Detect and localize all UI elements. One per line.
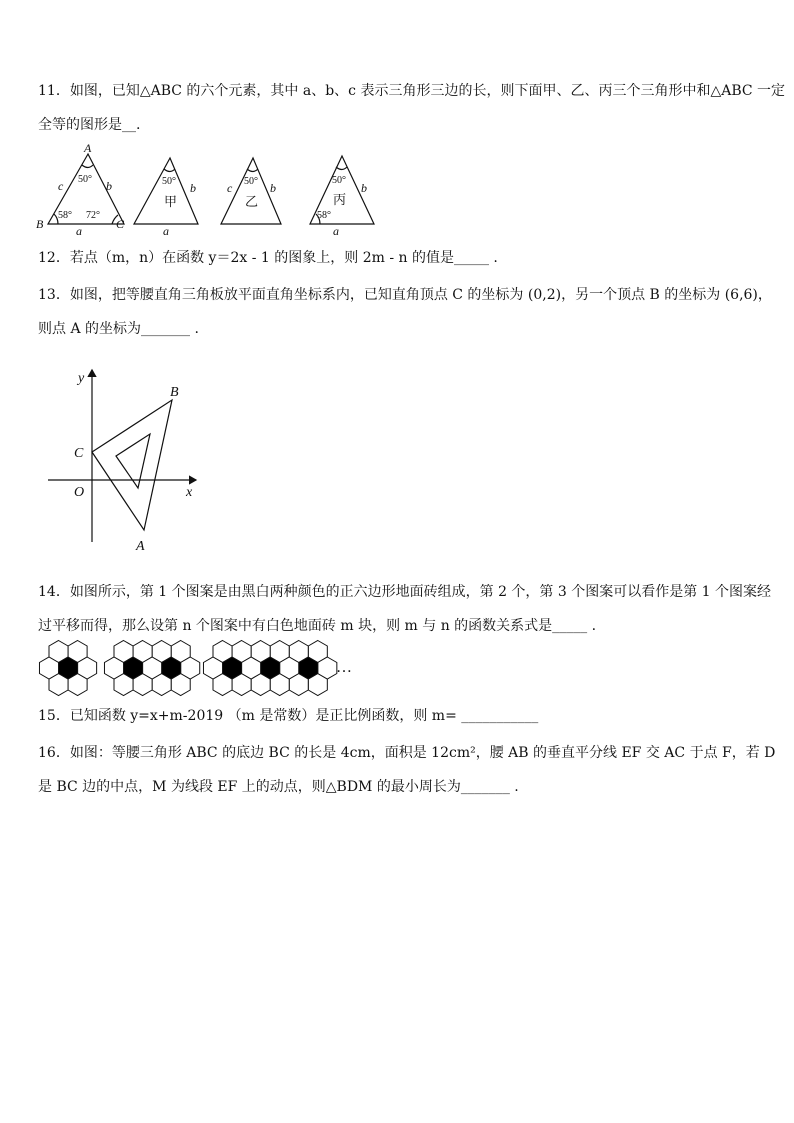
yi-angle: 50° [244,176,258,187]
question-12 [38,241,760,275]
axis-x-label: x [186,485,193,500]
point-a-label: A [136,539,145,554]
q16-line-2: 是 BC 边的中点，M 为线段 EF 上的动点，则△BDM 的最小周长为_______ . [38,779,519,795]
white-hex-tile [143,657,162,679]
white-hex-tile [242,657,261,679]
black-hex-tile [162,657,181,679]
yi-label: 乙 [245,194,259,209]
pattern-ellipsis: … [336,659,352,676]
ref-side-a: a [76,224,82,238]
bing-side-b: b [361,181,367,195]
ref-angle-a: 50° [78,174,92,185]
ref-vertex-a: A [84,141,92,155]
q11-line-1: 11．如图，已知△ABC 的六个元素，其中 a、b、c 表示三角形三边的长，则下面甲、乙、丙三个三角形中和△ABC 一定 [38,83,786,99]
bing-label: 丙 [333,192,347,207]
axis-y-label: y [78,371,85,386]
white-hex-tile [39,657,58,679]
ref-vertex-c: C [116,217,125,231]
white-hex-tile [318,657,337,679]
black-hex-tile [299,657,318,679]
white-hex-tile [78,657,97,679]
bing-side-a: a [333,224,339,238]
q14-line-2: 过平移而得，那么设第 n 个图案中有白色地面砖 m 块，则 m 与 n 的函数关系式是_____ . [38,618,597,634]
bing-angle-2: 58° [317,210,331,221]
q13-coordinate-figure [40,364,210,560]
ref-angle-c: 72° [86,210,100,221]
black-hex-tile [59,657,78,679]
q11-triangles-figure [30,138,390,238]
white-hex-tile [104,657,123,679]
black-hex-tile [124,657,143,679]
black-hex-tile [261,657,280,679]
q12-text: 12．若点（m，n）在函数 y＝2x - 1 的图象上，则 2m - n 的值是_____ . [38,250,498,266]
ref-angle-b: 58° [58,210,72,221]
q16-line-1: 16．如图：等腰三角形 ABC 的底边 BC 的长是 4cm，面积是 12cm²，腰 AB 的垂直平分线 EF 交 AC 于点 F，若 D [38,745,776,761]
white-hex-tile [181,657,200,679]
point-c-label: C [74,446,84,461]
black-hex-tile [223,657,242,679]
q14-line-1: 14．如图所示，第 1 个图案是由黑白两种颜色的正六边形地面砖组成，第 2 个，第 3 个图案可以看作是第 1 个图案经 [38,584,772,600]
question-16 [38,736,776,804]
origin-label: O [74,485,85,500]
ref-vertex-b: B [36,217,44,231]
white-hex-tile [280,657,299,679]
q13-line-1: 13．如图，把等腰直角三角板放平面直角坐标系内，已知直角顶点 C 的坐标为 (0,2)，另一个顶点 B 的坐标为 (6,6)， [38,287,772,303]
question-14 [38,575,772,643]
yi-side-c: c [227,181,233,195]
jia-label: 甲 [164,194,178,209]
q13-line-2: 则点 A 的坐标为_______ . [38,321,199,337]
jia-side-b: b [190,181,196,195]
jia-side-a: a [163,224,169,238]
bing-angle-1: 50° [332,175,346,186]
q14-hexagon-tiles-figure [36,638,366,698]
jia-angle: 50° [162,176,176,187]
q15-text: 15．已知函数 y=x+m-2019 （m 是常数）是正比例函数，则 m= ___________ [38,708,539,724]
question-15 [38,699,760,733]
question-13 [38,278,772,346]
ref-side-b: b [106,179,112,193]
white-hex-tile [203,657,222,679]
yi-side-b: b [270,181,276,195]
q11-line-2: 全等的图形是__. [38,117,141,133]
ref-side-c: c [58,179,64,193]
point-b-label: B [170,385,179,400]
question-11 [38,74,786,142]
